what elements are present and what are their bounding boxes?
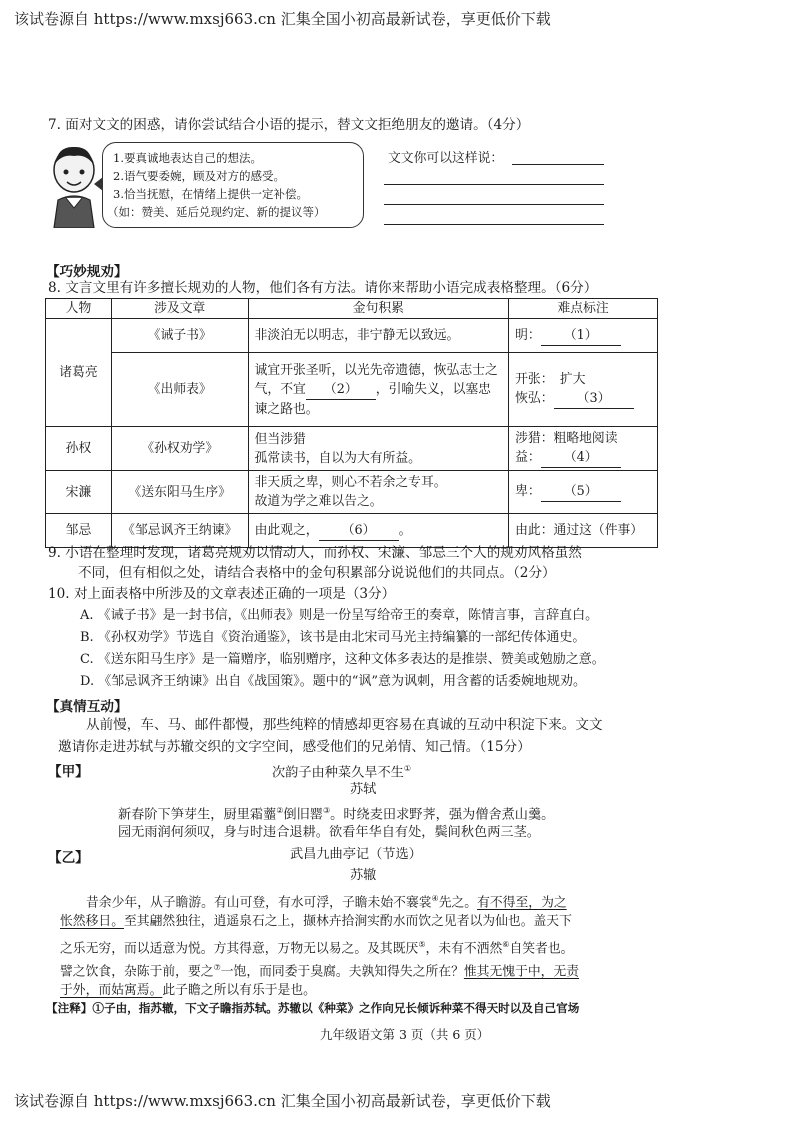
essay-text: 昔余少年，从子瞻游。有山可登，有水可浮，子瞻未始不褰裳 <box>86 895 432 911</box>
essay-text: 先之。 <box>438 895 478 911</box>
essay-line-5 <box>60 980 316 1001</box>
q7-answer-prompt: 文文你可以这样说： <box>388 151 504 166</box>
passage-label-yi: 【乙】 <box>48 850 89 866</box>
footnote-marker: ③ <box>322 806 331 815</box>
table-row <box>46 471 658 514</box>
footnote-marker: ① <box>403 764 412 773</box>
answer-line-3[interactable] <box>384 204 604 205</box>
intro-line-1: 从前慢，车、马、邮件都慢，那些纯粹的情感却更容易在真诚的互动中积淀下来。文文 <box>86 717 603 733</box>
q10-stem: 10. 对上面表格中所涉及的文章表述正确的一项是（3分） <box>48 586 396 602</box>
hint-2: 2.语气要委婉，顾及对方的感受。 <box>113 169 285 183</box>
quote-suffix: 。 <box>398 522 412 538</box>
source-banner-bottom: 该试卷源自 https://www.mxsj663.cn 汇集全国小初高最新试卷，享更低价下载 <box>14 1092 551 1110</box>
essay-text: ，未有不洒然 <box>425 941 503 957</box>
quote-text-a: 诚宜开张圣听，以光先帝遗德，恢弘志士之气，不宜 <box>254 362 498 397</box>
blank-4[interactable]: （4） <box>541 448 621 468</box>
cell-note: 由此：通过这（件事） <box>509 514 658 548</box>
q9-line-1: 9. 小语在整理时发现，诸葛亮规劝以情动人，而孙权、宋濂、邹忌三个人的规劝风格虽然 <box>48 545 582 561</box>
underlined-text: 于外，而姑寓焉。 <box>60 983 163 998</box>
cell-article: 《诫子书》 <box>111 319 248 353</box>
cell-person-sunquan: 孙权 <box>46 427 112 471</box>
cell-article: 《出师表》 <box>111 353 248 427</box>
note-b-prefix: 益： <box>515 450 541 465</box>
footnote: 【注释】①子由，指苏辙，下文子瞻指苏轼。苏辙以《种菜》之作向兄长倾诉种菜不得天时以及自己官场 <box>46 1001 580 1015</box>
persuasion-table <box>45 298 658 548</box>
blank-1[interactable]: （1） <box>541 326 621 346</box>
poem-line-1-c: 。时绕麦田求野荠，强为僧舍煮山羹。 <box>330 807 555 823</box>
quote-text-a: 但当涉猎 <box>254 431 306 447</box>
header-person: 人物 <box>46 299 112 319</box>
page-footer: 九年级语文第 3 页（共 6 页） <box>320 1027 490 1042</box>
note-a: 涉猎：粗略地阅读 <box>515 431 618 446</box>
note-a: 开张： 扩大 <box>515 372 586 387</box>
q7-stem: 7. 面对文文的困惑，请你尝试结合小语的提示，替文文拒绝朋友的邀请。（4分） <box>48 117 530 133</box>
cell-person-zhuge: 诸葛亮 <box>46 319 112 427</box>
hint-3: 3.恰当抚慰，在情绪上提供一定补偿。 <box>113 187 308 201</box>
cell-quote <box>248 353 509 427</box>
q10-option-b[interactable]: B. 《孙权劝学》节选自《资治通鉴》，该书是由北宋司马光主持编纂的一部纪传体通史。 <box>80 630 586 645</box>
cell-quote <box>248 471 509 514</box>
note-prefix: 明： <box>515 327 541 343</box>
essay-title: 武昌九曲亭记（节选） <box>290 847 422 862</box>
header-quote: 金句积累 <box>248 299 509 319</box>
essay-text: 之乐无穷，而以适意为悦。方其得意，万物无以易之。及其既厌 <box>60 941 419 957</box>
essay-text: 此子瞻之所以有乐于是也。 <box>162 983 316 998</box>
student-avatar-icon <box>48 142 100 228</box>
answer-line-2[interactable] <box>384 184 604 185</box>
table-row <box>46 319 658 353</box>
poem-author: 苏轼 <box>350 782 377 797</box>
essay-text: 一饱，而同委于臭腐。夫孰知得失之所在？ <box>220 964 464 980</box>
source-banner-top: 该试卷源自 https://www.mxsj663.cn 汇集全国小初高最新试卷，享更低价下载 <box>14 10 551 28</box>
q8-stem: 8. 文言文里有许多擅长规劝的人物，他们各有方法。请你来帮助小语完成表格整理。（6分） <box>48 280 598 296</box>
hint-4: （如：赞美、延后兑现约定、新的提议等） <box>107 205 326 219</box>
blank-5[interactable]: （5） <box>541 482 621 502</box>
cell-quote <box>248 514 509 548</box>
essay-line-2 <box>60 911 572 932</box>
footnote-marker: ⑥ <box>502 940 510 949</box>
cell-note <box>509 471 658 514</box>
q10-option-d[interactable]: D. 《邹忌讽齐王纳谏》出自《战国策》。题中的“讽”意为讽刺，用含蓄的话委婉地规劝。 <box>80 674 587 689</box>
poem-line-2: 园无雨润何须叹，身与时违合退耕。欲看年华自有处，鬓间秋色两三茎。 <box>118 825 540 840</box>
note-prefix: 卑： <box>515 484 541 499</box>
passage-label-jia: 【甲】 <box>48 764 89 780</box>
cell-article: 《送东阳马生序》 <box>111 471 248 514</box>
quote-text-a: 非天质之卑，则心不若余之专耳。 <box>254 475 447 490</box>
cell-note <box>509 353 658 427</box>
cell-person-songlian: 宋濂 <box>46 471 112 514</box>
poem-title <box>272 758 411 783</box>
cell-article: 《孙权劝学》 <box>111 427 248 471</box>
blank-6[interactable]: （6） <box>319 521 399 541</box>
cell-person-zouji: 邹忌 <box>46 514 112 548</box>
q10-option-c[interactable]: C. 《送东阳马生序》是一篇赠序，临别赠序，这种文体多表达的是推崇、赞美或勉励之意。 <box>80 652 605 667</box>
quote-text-b: 孤常读书，自以为大有所益。 <box>254 450 421 466</box>
cell-quote <box>248 427 509 471</box>
quote-text-b: ，引喻失义，以塞忠谏之路也。 <box>254 381 491 417</box>
section-heading-persuasion: 【巧妙规劝】 <box>46 264 128 280</box>
intro-line-2: 邀请你走进苏轼与苏辙交织的文字空间，感受他们的兄弟情、知己情。（15分） <box>58 739 531 755</box>
hint-bubble <box>102 142 364 228</box>
header-note: 难点标注 <box>509 299 658 319</box>
q10-option-a[interactable]: A. 《诫子书》是一封书信，《出师表》则是一份呈写给帝王的奏章，陈情言事，言辞直白。 <box>80 608 599 623</box>
poem-line-1-a: 新春阶下笋芽生，厨里霜虀 <box>118 807 277 823</box>
poem-title-text: 次韵子由种菜久旱不生 <box>272 765 404 781</box>
cell-article: 《邹忌讽齐王纳谏》 <box>111 514 248 548</box>
blank-2[interactable]: （2） <box>306 380 376 400</box>
answer-line-1[interactable] <box>512 164 604 165</box>
essay-text: 譬之饮食，杂陈于前，要之 <box>60 964 214 980</box>
footnote-marker: ⑦ <box>213 963 221 972</box>
table-row <box>46 514 658 548</box>
table-header-row <box>46 299 658 319</box>
cell-quote: 非淡泊无以明志，非宁静无以致远。 <box>248 319 509 353</box>
poem-line-1-b: 倒旧罂 <box>283 807 323 823</box>
essay-line-4 <box>60 957 579 982</box>
cell-note <box>509 427 658 471</box>
cell-note <box>509 319 658 353</box>
section-heading-interaction: 【真情互动】 <box>46 699 128 715</box>
essay-text: 自笑者也。 <box>509 941 574 957</box>
footnote-marker: ② <box>276 806 284 815</box>
table-row <box>46 427 658 471</box>
blank-3[interactable]: （3） <box>554 389 634 409</box>
essay-line-3 <box>60 934 573 959</box>
footnote-marker: ④ <box>431 894 439 903</box>
quote-text-b: 故道为学之难以告之。 <box>254 494 383 509</box>
quote-prefix: 由此观之， <box>254 522 319 538</box>
underlined-text: 怅然移日。 <box>60 914 124 929</box>
underlined-text: 有不得至，为之 <box>477 895 567 911</box>
underlined-text: 惟其无愧于中，无责 <box>463 964 580 980</box>
essay-line-1 <box>86 888 567 913</box>
answer-line-4[interactable] <box>384 224 604 225</box>
table-row <box>46 353 658 427</box>
q9-line-2: 不同，但有相似之处，请结合表格中的金句积累部分说说他们的共同点。（2分） <box>78 565 556 581</box>
footnote-marker: ⑤ <box>418 940 426 949</box>
hint-1: 1.要真诚地表达自己的想法。 <box>113 151 262 165</box>
header-article: 涉及文章 <box>111 299 248 319</box>
essay-author: 苏辙 <box>350 868 377 883</box>
note-b-prefix: 恢弘： <box>515 391 554 406</box>
essay-text: 至其翩然独往，逍遥泉石之上，撷林卉拾涧实酌水而饮之见者以为仙也。盖天下 <box>123 914 572 929</box>
